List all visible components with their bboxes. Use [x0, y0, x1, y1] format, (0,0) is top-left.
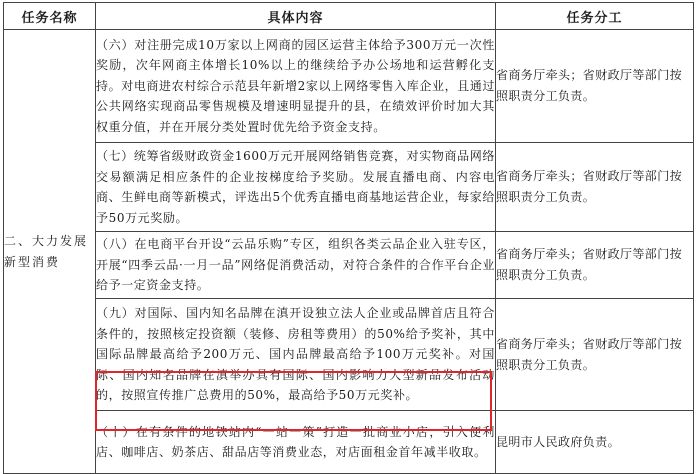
division-text: 省商务厅牵头；省财政厅等部门按照职责分工负责。 — [496, 169, 683, 204]
content-cell — [96, 299, 496, 411]
division-text: 省商务厅牵头；省财政厅等部门按照职责分工负责。 — [496, 247, 683, 282]
division-cell — [496, 232, 694, 299]
content-cell — [96, 30, 496, 143]
content-cell — [96, 232, 496, 299]
content-text: （十）在有条件的地铁站内“一站一策”打造一批商业小店，引入便利店、咖啡店、奶茶店、甜品店等消费业态，对店面租金首年减半收取。 — [96, 424, 495, 459]
table-row — [4, 30, 694, 143]
task-table — [3, 2, 694, 474]
table-row — [4, 411, 694, 474]
content-text: （六）对注册完成10万家以上网商的园区运营主体给予300万元一次性奖励，次年网商主体增长10%以上的继续给予办公场地和运营孵化支持。对电商进农村综合示范县年新增2家以上网络零售入库企业，且通过公共网络实现商品零售规模及增速明显提升的县，在绩效评价时加大其权重分值，并在开展分类处置时优先给予资金支持。 — [96, 37, 495, 134]
content-text: （九）对国际、国内知名品牌在滇开设独立法人企业或品牌首店且符合条件的，按照核定投资额（装修、房租等费用）的50%给予奖补，其中国际品牌最高给予200万元、国内品牌最高给予100万元奖补。对国际、国内知名品牌在滇举办具有国际、国内影响力大型新品发布活动的，按照宣传推广总费用的50%，最高给予50万元奖补。 — [96, 306, 495, 403]
division-text: 昆明市人民政府负责。 — [496, 434, 621, 449]
content-cell — [96, 143, 496, 232]
header-division: 任务分工 — [496, 3, 694, 30]
division-cell — [496, 411, 694, 474]
division-cell — [496, 143, 694, 232]
division-cell — [496, 299, 694, 411]
division-text: 省商务厅牵头；省财政厅等部门按照职责分工负责。 — [496, 336, 683, 372]
division-cell — [496, 30, 694, 143]
category-label: 二、大力发展新型消费 — [4, 233, 89, 269]
table-row — [4, 299, 694, 411]
content-cell — [96, 411, 496, 474]
header-task-name: 任务名称 — [4, 3, 96, 30]
content-text: （七）统筹省级财政资金1600万元开展网络销售竞赛，对实物商品网络交易额满足相应条件的企业按梯度给予奖励。发展直播电商、内容电商、生鲜电商等新模式，评选出5个优秀直播电商基地运营企业，每家给予50万元奖励。 — [96, 149, 495, 225]
header-content: 具体内容 — [96, 3, 496, 30]
table-row — [4, 232, 694, 299]
division-text: 省商务厅牵头；省财政厅等部门按照职责分工负责。 — [496, 68, 683, 103]
category-cell — [4, 30, 96, 474]
content-text: （八）在电商平台开设“云品乐购”专区，组织各类云品企业入驻专区，开展“四季云品·一月一品”网络促消费活动，对符合条件的合作平台企业给予一定资金支持。 — [96, 237, 495, 293]
table-row — [4, 143, 694, 232]
table-header-row — [4, 3, 694, 30]
